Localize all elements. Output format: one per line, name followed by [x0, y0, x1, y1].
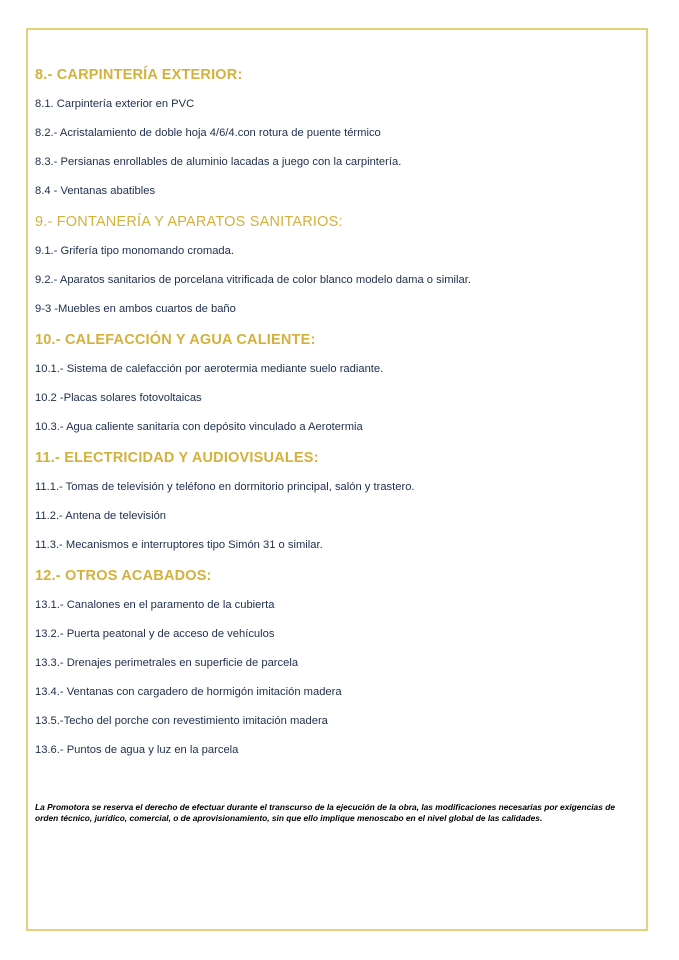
list-item: 13.4.- Ventanas con cargadero de hormigón imitación madera: [35, 686, 342, 698]
list-item: 9.1.- Grifería tipo monomando cromada.: [35, 245, 234, 257]
list-item: 10.1.- Sistema de calefacción por aerotermia mediante suelo radiante.: [35, 363, 384, 375]
section-calefaccion: [35, 331, 625, 435]
list-item: 8.3.- Persianas enrollables de aluminio lacadas a juego con la carpintería.: [35, 156, 402, 168]
list-item: 8.2.- Acristalamiento de doble hoja 4/6/4.con rotura de puente térmico: [35, 127, 381, 139]
section-heading: 10.- CALEFACCIÓN Y AGUA CALIENTE:: [35, 332, 316, 348]
document-body: [35, 66, 625, 772]
list-item: 9.2.- Aparatos sanitarios de porcelana vitrificada de color blanco modelo dama o similar.: [35, 274, 471, 286]
disclaimer-note: La Promotora se reserva el derecho de efectuar durante el transcurso de la ejecución de la obra, las modificaciones necesarias por exigencias de orden técnico, jurídico, comercial, o de aprovisionamiento, sin que ello implique menoscabo en el nivel global de las calidades.: [35, 802, 615, 823]
list-item: 10.2 -Placas solares fotovoltaicas: [35, 392, 202, 404]
section-heading: 11.- ELECTRICIDAD Y AUDIOVISUALES:: [35, 450, 319, 466]
list-item: 13.2.- Puerta peatonal y de acceso de vehículos: [35, 628, 275, 640]
list-item: 9-3 -Muebles en ambos cuartos de baño: [35, 303, 236, 315]
section-heading: 8.- CARPINTERÍA EXTERIOR:: [35, 67, 243, 83]
list-item: 13.1.- Canalones en el paramento de la cubierta: [35, 599, 275, 611]
section-electricidad: [35, 449, 625, 553]
list-item: 11.2.- Antena de televisión: [35, 510, 167, 522]
list-item: 13.5.-Techo del porche con revestimiento imitación madera: [35, 715, 328, 727]
list-item: 13.3.- Drenajes perimetrales en superficie de parcela: [35, 657, 299, 669]
section-fontaneria: [35, 213, 625, 317]
section-heading: 12.- OTROS ACABADOS:: [35, 568, 212, 584]
section-carpinteria: [35, 66, 625, 199]
section-heading: 9.- FONTANERÍA Y APARATOS SANITARIOS:: [35, 214, 343, 230]
list-item: 10.3.- Agua caliente sanitaria con depósito vinculado a Aerotermia: [35, 421, 363, 433]
section-otros-acabados: [35, 567, 625, 758]
list-item: 11.1.- Tomas de televisión y teléfono en dormitorio principal, salón y trastero.: [35, 481, 415, 493]
list-item: 13.6.- Puntos de agua y luz en la parcela: [35, 744, 239, 756]
list-item: 11.3.- Mecanismos e interruptores tipo Simón 31 o similar.: [35, 539, 323, 551]
list-item: 8.1. Carpintería exterior en PVC: [35, 98, 195, 110]
list-item: 8.4 - Ventanas abatibles: [35, 185, 156, 197]
